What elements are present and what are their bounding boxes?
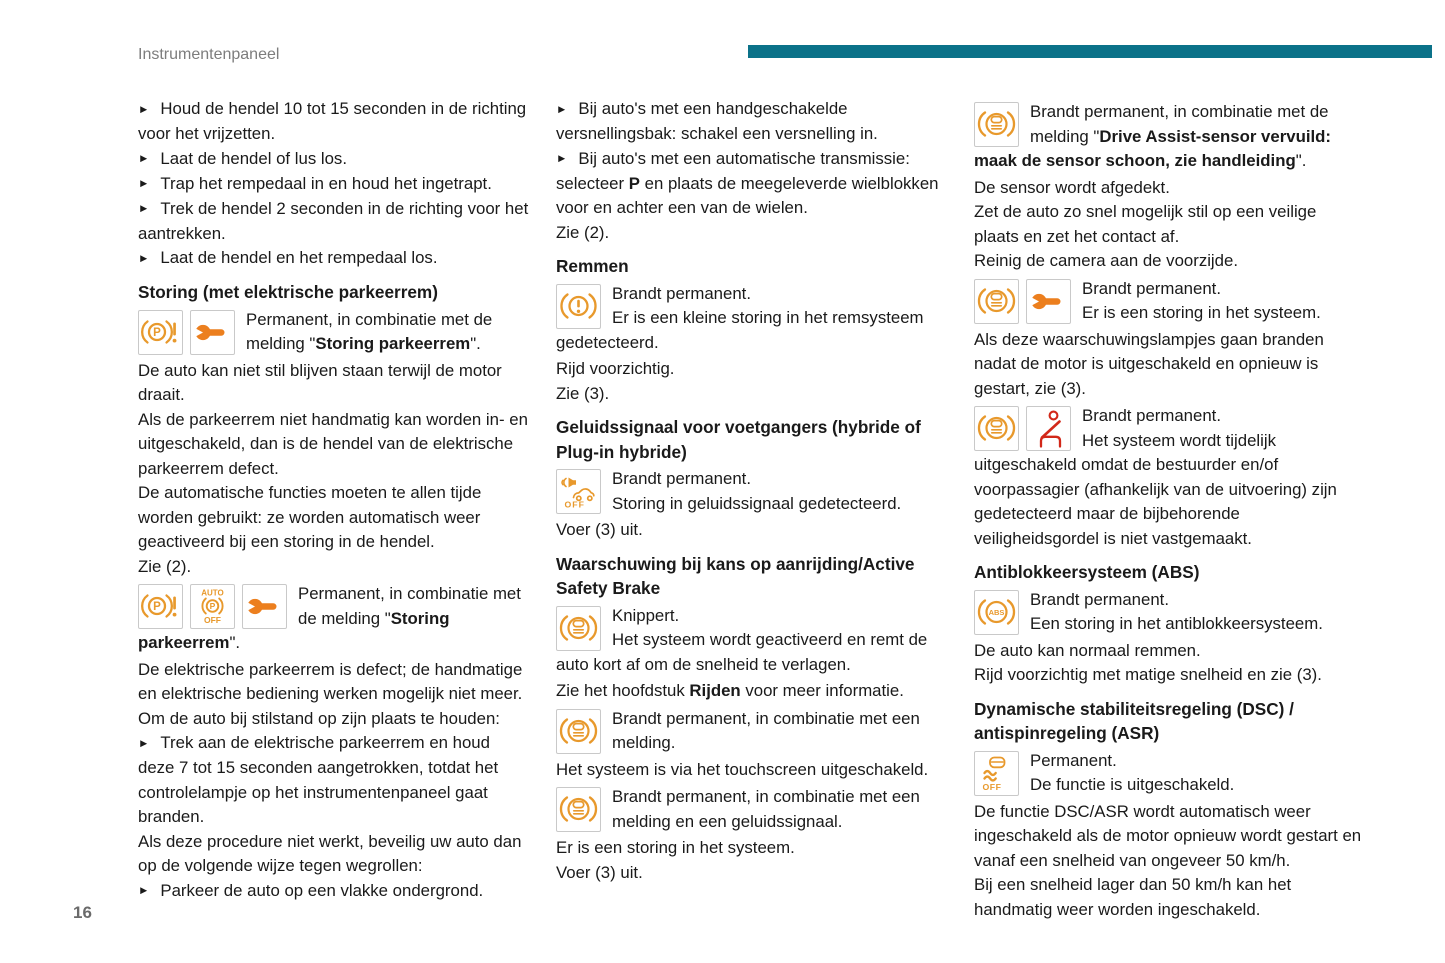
svg-text:P: P — [209, 601, 216, 612]
indicator-entry — [974, 749, 1365, 798]
bullet-arrow-icon: ► — [138, 153, 150, 165]
indicator-text — [556, 785, 947, 834]
bullet-arrow-icon: ► — [556, 153, 568, 165]
indicator-icons — [974, 102, 1019, 147]
bullet-item — [138, 731, 529, 830]
text: Rijd voorzichtig met matige snelheid en zie (3). — [974, 665, 1322, 684]
text: Brandt permanent. — [1082, 406, 1221, 425]
paragraph — [974, 328, 1365, 402]
dsc-asr-off-icon — [974, 751, 1019, 796]
paragraph — [556, 758, 947, 783]
indicator-text — [556, 707, 947, 756]
paragraph — [556, 836, 947, 861]
text: Dynamische stabiliteitsregeling (DSC) / antispinregeling (ASR) — [974, 698, 1294, 743]
brake-warning-icon — [556, 284, 601, 329]
bullet-arrow-icon: ► — [556, 103, 568, 116]
active-safety-brake-icon — [556, 606, 601, 651]
column-1 — [138, 97, 529, 922]
text: De automatische functies moeten te allen tijde worden gebruikt: ze worden automatisch weer geactiveerd bij een storing in de hendel. — [138, 483, 482, 551]
indicator-entry — [974, 277, 1365, 326]
bullet-item — [138, 246, 529, 271]
text: Zie het hoofdstuk — [556, 681, 690, 700]
text: De elektrische parkeerrem is defect; de handmatige en elektrische bediening werken mogelijk niet meer. — [138, 659, 523, 703]
text: De auto kan normaal remmen. — [974, 640, 1201, 660]
text: Brandt permanent. — [1030, 589, 1169, 609]
indicator-icons — [556, 709, 601, 754]
text: Remmen — [556, 256, 629, 276]
indicator-entry — [556, 604, 947, 678]
text: ". — [229, 633, 241, 652]
svg-text:OFF: OFF — [564, 499, 585, 510]
paragraph — [138, 555, 529, 580]
text: Permanent, in combinatie met de melding " — [298, 584, 521, 628]
section-heading — [556, 415, 947, 464]
bullet-item — [138, 197, 529, 247]
paragraph — [138, 481, 529, 555]
bullet-item — [138, 147, 529, 172]
indicator-text — [556, 282, 947, 307]
text: Zie (2). — [556, 222, 610, 242]
text: Het systeem wordt geactiveerd en remt de auto kort af om de snelheid te verlagen. — [556, 630, 928, 674]
indicator-icons — [556, 469, 601, 514]
page-number: 16 — [73, 903, 92, 922]
indicator-text — [974, 588, 1365, 613]
text: Rijd voorzichtig. — [556, 359, 675, 378]
indicator-entry — [556, 707, 947, 756]
section-heading — [556, 552, 947, 601]
indicator-icons — [138, 310, 235, 355]
indicator-text — [556, 492, 947, 517]
column-2 — [556, 97, 947, 922]
text: Trek de hendel 2 seconden in de richting voor het aantrekken. — [138, 198, 529, 243]
bullet-arrow-icon: ► — [138, 203, 150, 215]
indicator-text — [974, 612, 1365, 637]
text: Bij een snelheid lager dan 50 km/h kan het handmatig weer worden ingeschakeld. — [974, 875, 1292, 919]
paragraph — [556, 518, 947, 543]
indicator-entry — [556, 282, 947, 356]
paragraph — [138, 658, 529, 707]
text: Er is een storing in het systeem. — [556, 838, 795, 857]
text: Brandt permanent, in combinatie met een melding. — [612, 708, 920, 752]
text: Voer (3) uit. — [556, 520, 643, 539]
indicator-text — [974, 100, 1365, 174]
svg-text:P: P — [153, 601, 161, 614]
text-bold: Storing parkeerrem — [138, 608, 450, 652]
text: Zet de auto zo snel mogelijk stil op een veilige plaats en zet het contact af. — [974, 202, 1317, 246]
paragraph — [974, 639, 1365, 664]
text: Als deze procedure niet werkt, beveilig uw auto dan op de volgende wijze tegen wegrollen: — [138, 831, 522, 875]
svg-text:P: P — [153, 326, 161, 339]
paragraph — [974, 663, 1365, 688]
active-safety-brake-icon — [974, 406, 1019, 451]
indicator-icons — [974, 590, 1019, 635]
indicator-icons — [556, 787, 601, 832]
indicator-icons — [556, 284, 601, 329]
text: Trap het rempedaal in en houd het ingetrapt. — [160, 173, 492, 193]
active-safety-brake-icon — [556, 787, 601, 832]
text: Storing in geluidssignaal gedetecteerd. — [612, 493, 902, 513]
paragraph — [974, 200, 1365, 249]
indicator-icons — [974, 406, 1071, 451]
active-safety-brake-icon — [556, 709, 601, 754]
text: ". — [1295, 151, 1307, 170]
parking-brake-fault-icon — [138, 310, 183, 355]
text-bold: Drive Assist-sensor vervuild: maak de sensor schoon, zie handleiding — [974, 126, 1332, 170]
indicator-text — [556, 628, 947, 677]
text: Storing (met elektrische parkeerrem) — [138, 282, 438, 302]
paragraph — [138, 707, 529, 732]
svg-text:AUTO: AUTO — [201, 588, 224, 598]
paragraph — [974, 249, 1365, 274]
text: Houd de hendel 10 tot 15 seconden in de richting voor het vrijzetten. — [138, 99, 527, 143]
paragraph — [556, 679, 947, 704]
text-bold: P — [628, 173, 640, 193]
section-heading — [974, 560, 1365, 585]
wrench-icon — [1026, 279, 1071, 324]
paragraph — [138, 408, 529, 482]
indicator-entry — [974, 588, 1365, 637]
bullet-item — [138, 172, 529, 197]
indicator-text — [556, 467, 947, 492]
text: en plaats de meegeleverde wielblokken voor en achter een van de wielen. — [556, 173, 939, 217]
paragraph — [138, 359, 529, 408]
active-safety-brake-icon — [974, 102, 1019, 147]
text: De functie DSC/ASR wordt automatisch weer ingeschakeld als de motor opnieuw wordt gestart en vanaf een snelheid van ongeveer 50 km/h. — [974, 801, 1362, 870]
text: Brandt permanent. — [612, 469, 751, 488]
text: Antiblokkeersysteem (ABS) — [974, 562, 1200, 582]
paragraph — [556, 382, 947, 407]
parking-brake-fault-icon — [138, 584, 183, 629]
text-bold: Storing parkeerrem — [315, 334, 471, 353]
paragraph — [974, 800, 1365, 874]
text: Brandt permanent. — [612, 283, 751, 303]
paragraph — [556, 221, 947, 246]
text: Trek aan de elektrische parkeerrem en houd deze 7 tot 15 seconden aangetrokken, totdat het controlelampje op het instrumentenpaneel gaat branden. — [138, 733, 499, 826]
text: Om de auto bij stilstand op zijn plaats te houden: — [138, 708, 500, 728]
indicator-text — [974, 749, 1365, 774]
accent-bar — [748, 45, 1432, 58]
text: Het systeem is via het touchscreen uitgeschakeld. — [556, 759, 929, 779]
text: Permanent, in combinatie met de melding " — [246, 309, 493, 353]
text: Brandt permanent, in combinatie met een melding en een geluidssignaal. — [612, 787, 920, 831]
abs-icon — [974, 590, 1019, 635]
text-bold: Rijden — [689, 681, 741, 700]
text: Permanent. — [1030, 750, 1117, 770]
bullet-arrow-icon: ► — [138, 103, 150, 116]
column-3 — [974, 97, 1365, 922]
text: Als deze waarschuwingslampjes gaan branden nadat de motor is uitgeschakeld en opnieuw is gestart, zie (3). — [974, 329, 1324, 398]
text: Er is een kleine storing in het remsysteem gedetecteerd. — [556, 308, 924, 352]
section-heading — [556, 254, 947, 279]
text: Waarschuwing bij kans op aanrijding/Active Safety Brake — [556, 553, 915, 598]
bullet-item — [138, 97, 529, 147]
svg-text:OFF: OFF — [204, 615, 221, 625]
indicator-entry — [138, 308, 529, 357]
text: Zie (2). — [138, 556, 192, 576]
paragraph — [138, 830, 529, 879]
bullet-item — [138, 879, 529, 904]
indicator-entry — [974, 404, 1365, 551]
indicator-entry — [974, 100, 1365, 174]
indicator-icons — [974, 751, 1019, 796]
paragraph — [556, 861, 947, 886]
indicator-text — [974, 773, 1365, 798]
svg-text:ABS: ABS — [988, 607, 1005, 617]
active-safety-brake-icon — [974, 279, 1019, 324]
indicator-entry — [556, 467, 947, 516]
svg-text:OFF: OFF — [982, 781, 1002, 792]
text: Voer (3) uit. — [556, 862, 643, 882]
bullet-arrow-icon: ► — [138, 737, 150, 750]
text: De functie is uitgeschakeld. — [1030, 775, 1235, 794]
text: Er is een storing in het systeem. — [1082, 303, 1321, 322]
text: voor meer informatie. — [740, 681, 904, 700]
section-heading — [138, 280, 529, 305]
text: De auto kan niet stil blijven staan terwijl de motor draait. — [138, 360, 502, 404]
text: Knippert. — [612, 605, 680, 625]
auto-parking-off-icon — [190, 584, 235, 629]
seatbelt-warning-icon — [1026, 406, 1071, 451]
wrench-icon — [190, 310, 235, 355]
bullet-item — [556, 97, 947, 147]
text: Als de parkeerrem niet handmatig kan worden in- en uitgeschakeld, dan is de hendel van de elektrische parkeerrem defect. — [138, 409, 528, 478]
text: Brandt permanent. — [1082, 278, 1221, 298]
text: Brandt permanent, in combinatie met de melding " — [1030, 102, 1329, 146]
text: Laat de hendel of lus los. — [160, 148, 347, 168]
text: Reinig de camera aan de voorzijde. — [974, 251, 1238, 270]
indicator-icons — [974, 279, 1071, 324]
paragraph — [974, 176, 1365, 201]
bullet-arrow-icon: ► — [138, 885, 150, 897]
text: Parkeer de auto op een vlakke ondergrond. — [160, 880, 484, 900]
indicator-entry — [138, 582, 529, 656]
text: Zie (3). — [556, 383, 610, 403]
indicator-icons — [556, 606, 601, 651]
section-heading — [974, 697, 1365, 746]
text: Het systeem wordt tijdelijk uitgeschakeld omdat de bestuurder en/of voorpassagier (afhankelijk van de uitvoering) zijn gedetecteerd maar de bijbehorende veiligheidsgordel is niet vastgemaakt. — [974, 430, 1337, 548]
text: Geluidssignaal voor voetgangers (hybride of Plug-in hybride) — [556, 417, 921, 462]
content-columns — [138, 97, 1364, 922]
page-header: Instrumentenpaneel — [138, 46, 280, 63]
bullet-item — [556, 147, 947, 221]
text: Bij auto's met een handgeschakelde versnellingsbak: schakel een versnelling in. — [556, 99, 878, 143]
text: De sensor wordt afgedekt. — [974, 177, 1170, 197]
text: Laat de hendel en het rempedaal los. — [160, 248, 438, 267]
indicator-entry — [556, 785, 947, 834]
wrench-icon — [242, 584, 287, 629]
bullet-arrow-icon: ► — [138, 252, 150, 265]
indicator-text — [556, 604, 947, 629]
text: ". — [470, 334, 481, 353]
indicator-text — [556, 306, 947, 355]
bullet-arrow-icon: ► — [138, 178, 150, 190]
text: Bij auto's met een automatische transmissie: selecteer — [556, 148, 910, 193]
indicator-icons — [138, 584, 287, 629]
text: Een storing in het antiblokkeersysteem. — [1030, 614, 1323, 633]
paragraph — [556, 357, 947, 382]
paragraph — [974, 873, 1365, 922]
pedestrian-sound-off-icon — [556, 469, 601, 514]
